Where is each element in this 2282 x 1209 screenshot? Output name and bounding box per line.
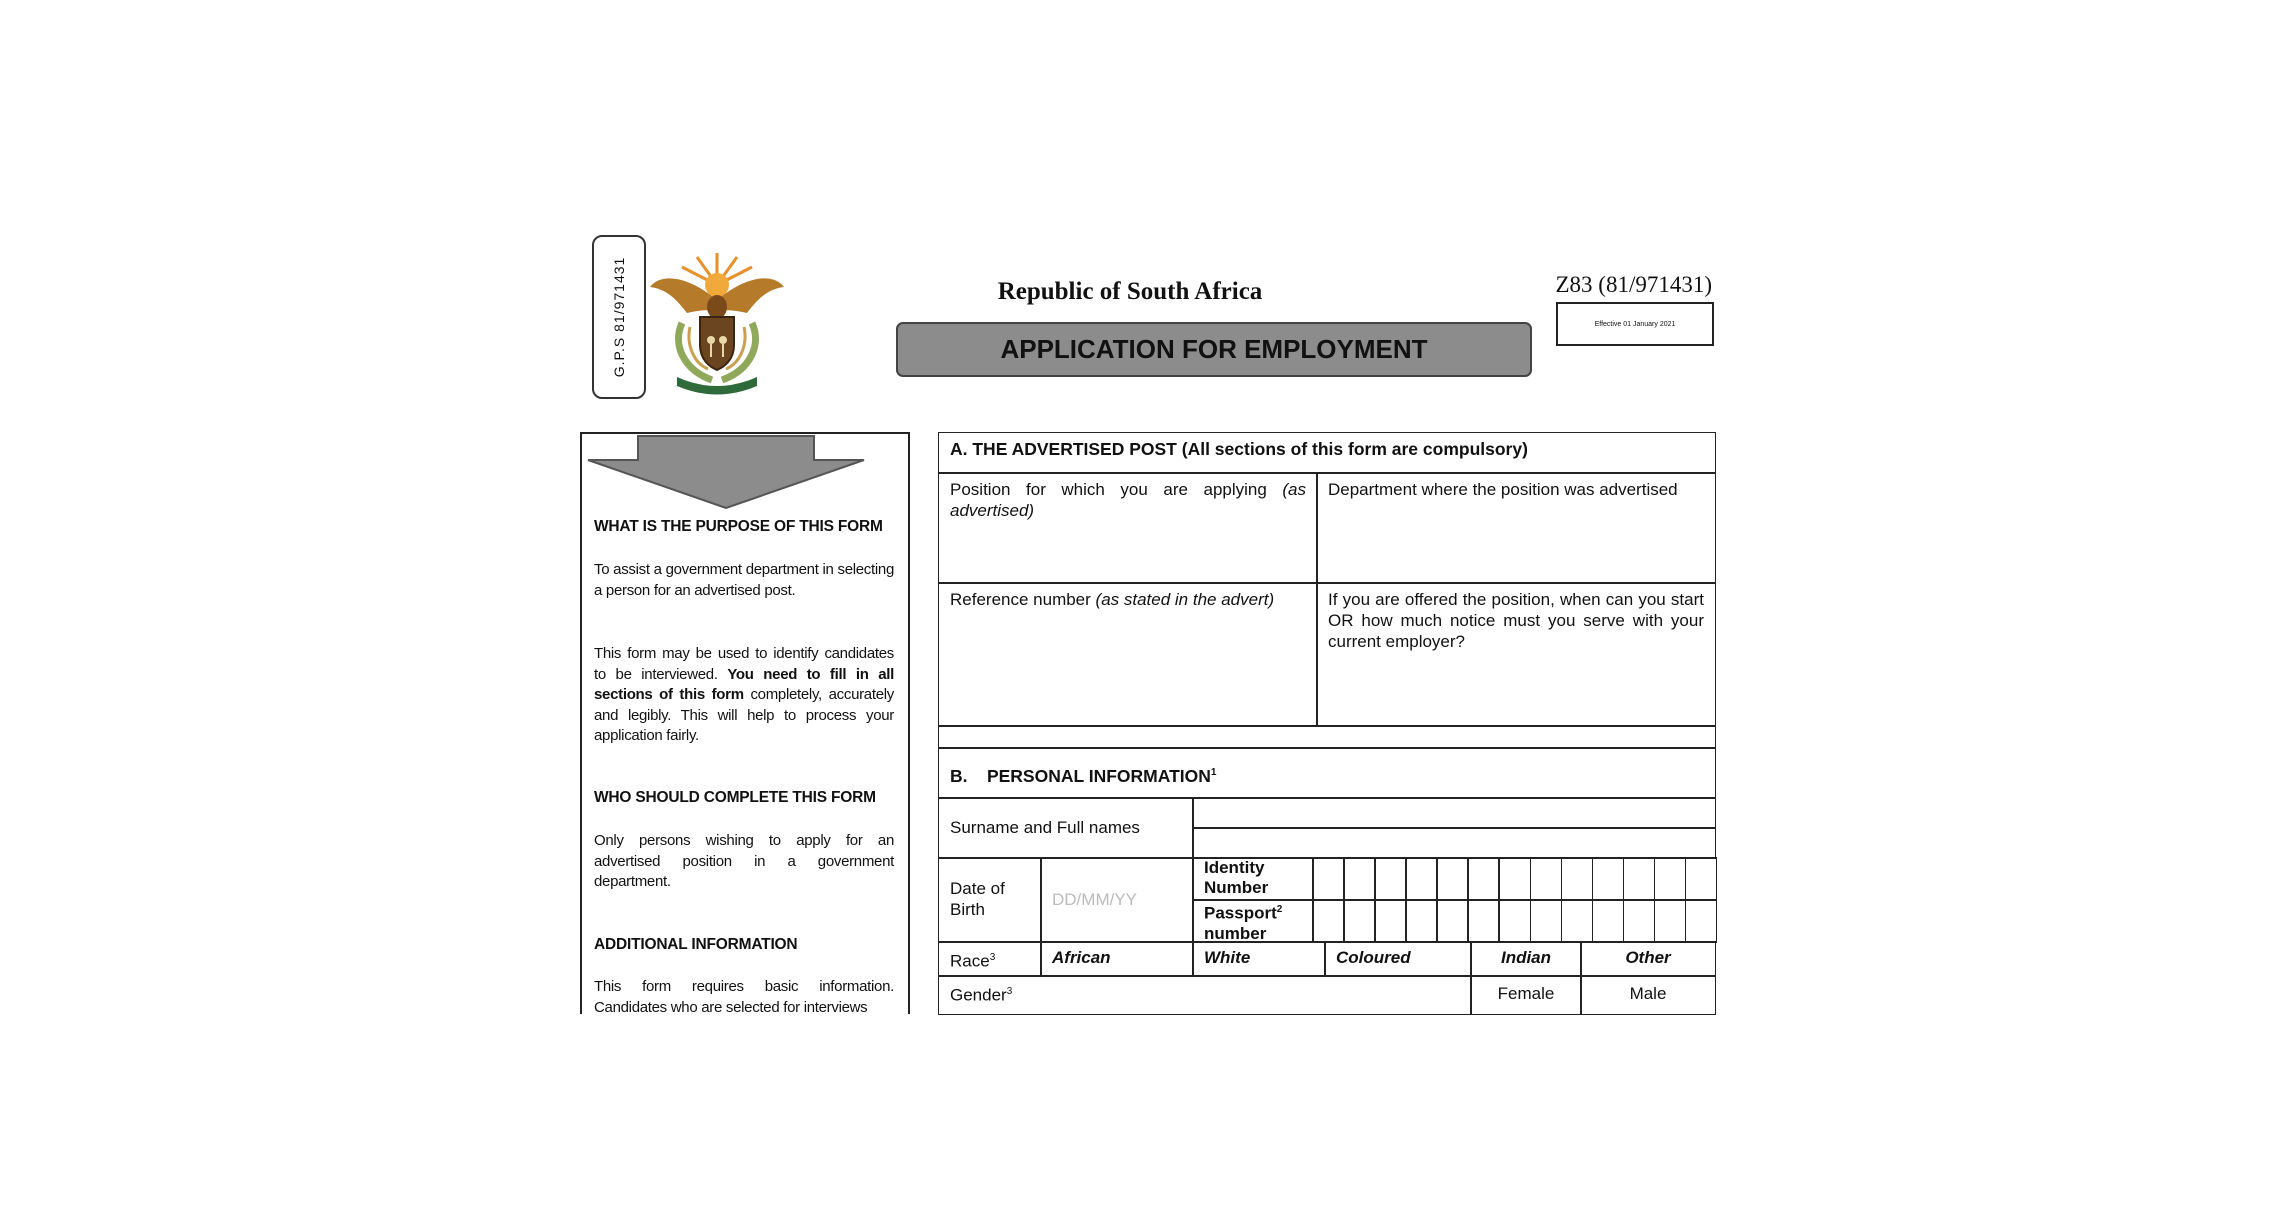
additional-heading: ADDITIONAL INFORMATION — [594, 936, 798, 953]
coat-of-arms-icon — [642, 245, 792, 395]
id-digit-box[interactable] — [1592, 857, 1625, 901]
race-option-other[interactable]: Other — [1580, 941, 1716, 977]
passport-digit-box[interactable] — [1343, 899, 1376, 943]
who-heading: WHO SHOULD COMPLETE THIS FORM — [594, 789, 876, 806]
department-field[interactable]: Department where the position was advertised — [1316, 472, 1716, 584]
notice-period-field[interactable]: If you are offered the position, when can you start OR how much notice must you serve with your current employer? — [1316, 582, 1716, 727]
who-text: Only persons wishing to apply for an advertised position in a government department. — [594, 832, 894, 890]
id-digit-box[interactable] — [1561, 857, 1594, 901]
dob-input[interactable]: DD/MM/YY — [1040, 857, 1194, 943]
form-code: Z83 (81/971431) — [1555, 272, 1712, 297]
id-digit-box[interactable] — [1374, 857, 1407, 901]
race-option-coloured[interactable]: Coloured — [1324, 941, 1472, 977]
gender-label: Gender$^3$ — [938, 975, 1472, 1015]
gender-option-male[interactable]: Male — [1580, 975, 1716, 1015]
passport-digit-box[interactable] — [1405, 899, 1438, 943]
id-digit-box[interactable] — [1436, 857, 1469, 901]
race-option-indian[interactable]: Indian — [1470, 941, 1582, 977]
passport-digit-box[interactable] — [1467, 899, 1500, 943]
surname-input-line-2[interactable] — [1192, 827, 1716, 859]
id-digit-box[interactable] — [1654, 857, 1687, 901]
instructions-panel — [580, 432, 910, 1014]
passport-digit-box[interactable] — [1436, 899, 1469, 943]
gps-code: G.P.S 81/971431 — [611, 256, 627, 378]
passport-digit-box[interactable] — [1654, 899, 1687, 943]
surname-label: Surname and Full names — [938, 797, 1194, 859]
id-digit-box[interactable] — [1343, 857, 1376, 901]
gender-option-female[interactable]: Female — [1470, 975, 1582, 1015]
passport-digit-box[interactable] — [1498, 899, 1531, 943]
usage-text: This form may be used to identify candidates to be interviewed. You need to fill in all sections of this form completely, accurately and legibly. This will help to process your application fairly. — [594, 645, 894, 744]
id-number-label: Identity Number — [1192, 857, 1314, 901]
passport-digit-box[interactable] — [1312, 899, 1345, 943]
passport-digit-box[interactable] — [1592, 899, 1625, 943]
additional-text: This form requires basic information. Candidates who are selected for interviews — [594, 978, 894, 1014]
section-a-heading: A. THE ADVERTISED POST (All sections of this form are compulsory) — [938, 432, 1716, 474]
race-label: Race$^3$ — [938, 941, 1042, 977]
race-option-african[interactable]: African — [1040, 941, 1194, 977]
gps-code-box — [592, 235, 646, 399]
reference-field[interactable]: Reference number (as stated in the advert) — [938, 582, 1318, 727]
section-spacer — [938, 725, 1716, 749]
down-arrow-icon — [586, 434, 866, 510]
id-digit-box[interactable] — [1530, 857, 1563, 901]
passport-digit-box[interactable] — [1561, 899, 1594, 943]
form-title: APPLICATION FOR EMPLOYMENT — [896, 322, 1532, 377]
republic-heading: Republic of South Africa — [997, 278, 1263, 305]
effective-date: Effective 01 January 2021 — [1556, 302, 1714, 346]
id-digit-box[interactable] — [1685, 857, 1718, 901]
id-digit-box[interactable] — [1623, 857, 1656, 901]
surname-input-line-1[interactable] — [1192, 797, 1716, 829]
section-b-heading: B. PERSONAL INFORMATION$^1$ — [938, 747, 1716, 799]
passport-digit-box[interactable] — [1374, 899, 1407, 943]
passport-digit-box[interactable] — [1530, 899, 1563, 943]
dob-label: Date of Birth — [938, 857, 1042, 943]
id-digit-box[interactable] — [1498, 857, 1531, 901]
passport-digit-box[interactable] — [1685, 899, 1718, 943]
id-digit-box[interactable] — [1405, 857, 1438, 901]
id-digit-box[interactable] — [1312, 857, 1345, 901]
passport-label: Passport$^2$ number — [1192, 899, 1314, 943]
application-form — [938, 432, 1716, 1012]
purpose-text: To assist a government department in selecting a person for an advertised post. — [594, 561, 894, 599]
position-field[interactable]: Position for which you are applying (as advertised) — [938, 472, 1318, 584]
passport-digit-box[interactable] — [1623, 899, 1656, 943]
id-digit-box[interactable] — [1467, 857, 1500, 901]
purpose-heading: WHAT IS THE PURPOSE OF THIS FORM — [594, 518, 883, 535]
race-option-white[interactable]: White — [1192, 941, 1326, 977]
